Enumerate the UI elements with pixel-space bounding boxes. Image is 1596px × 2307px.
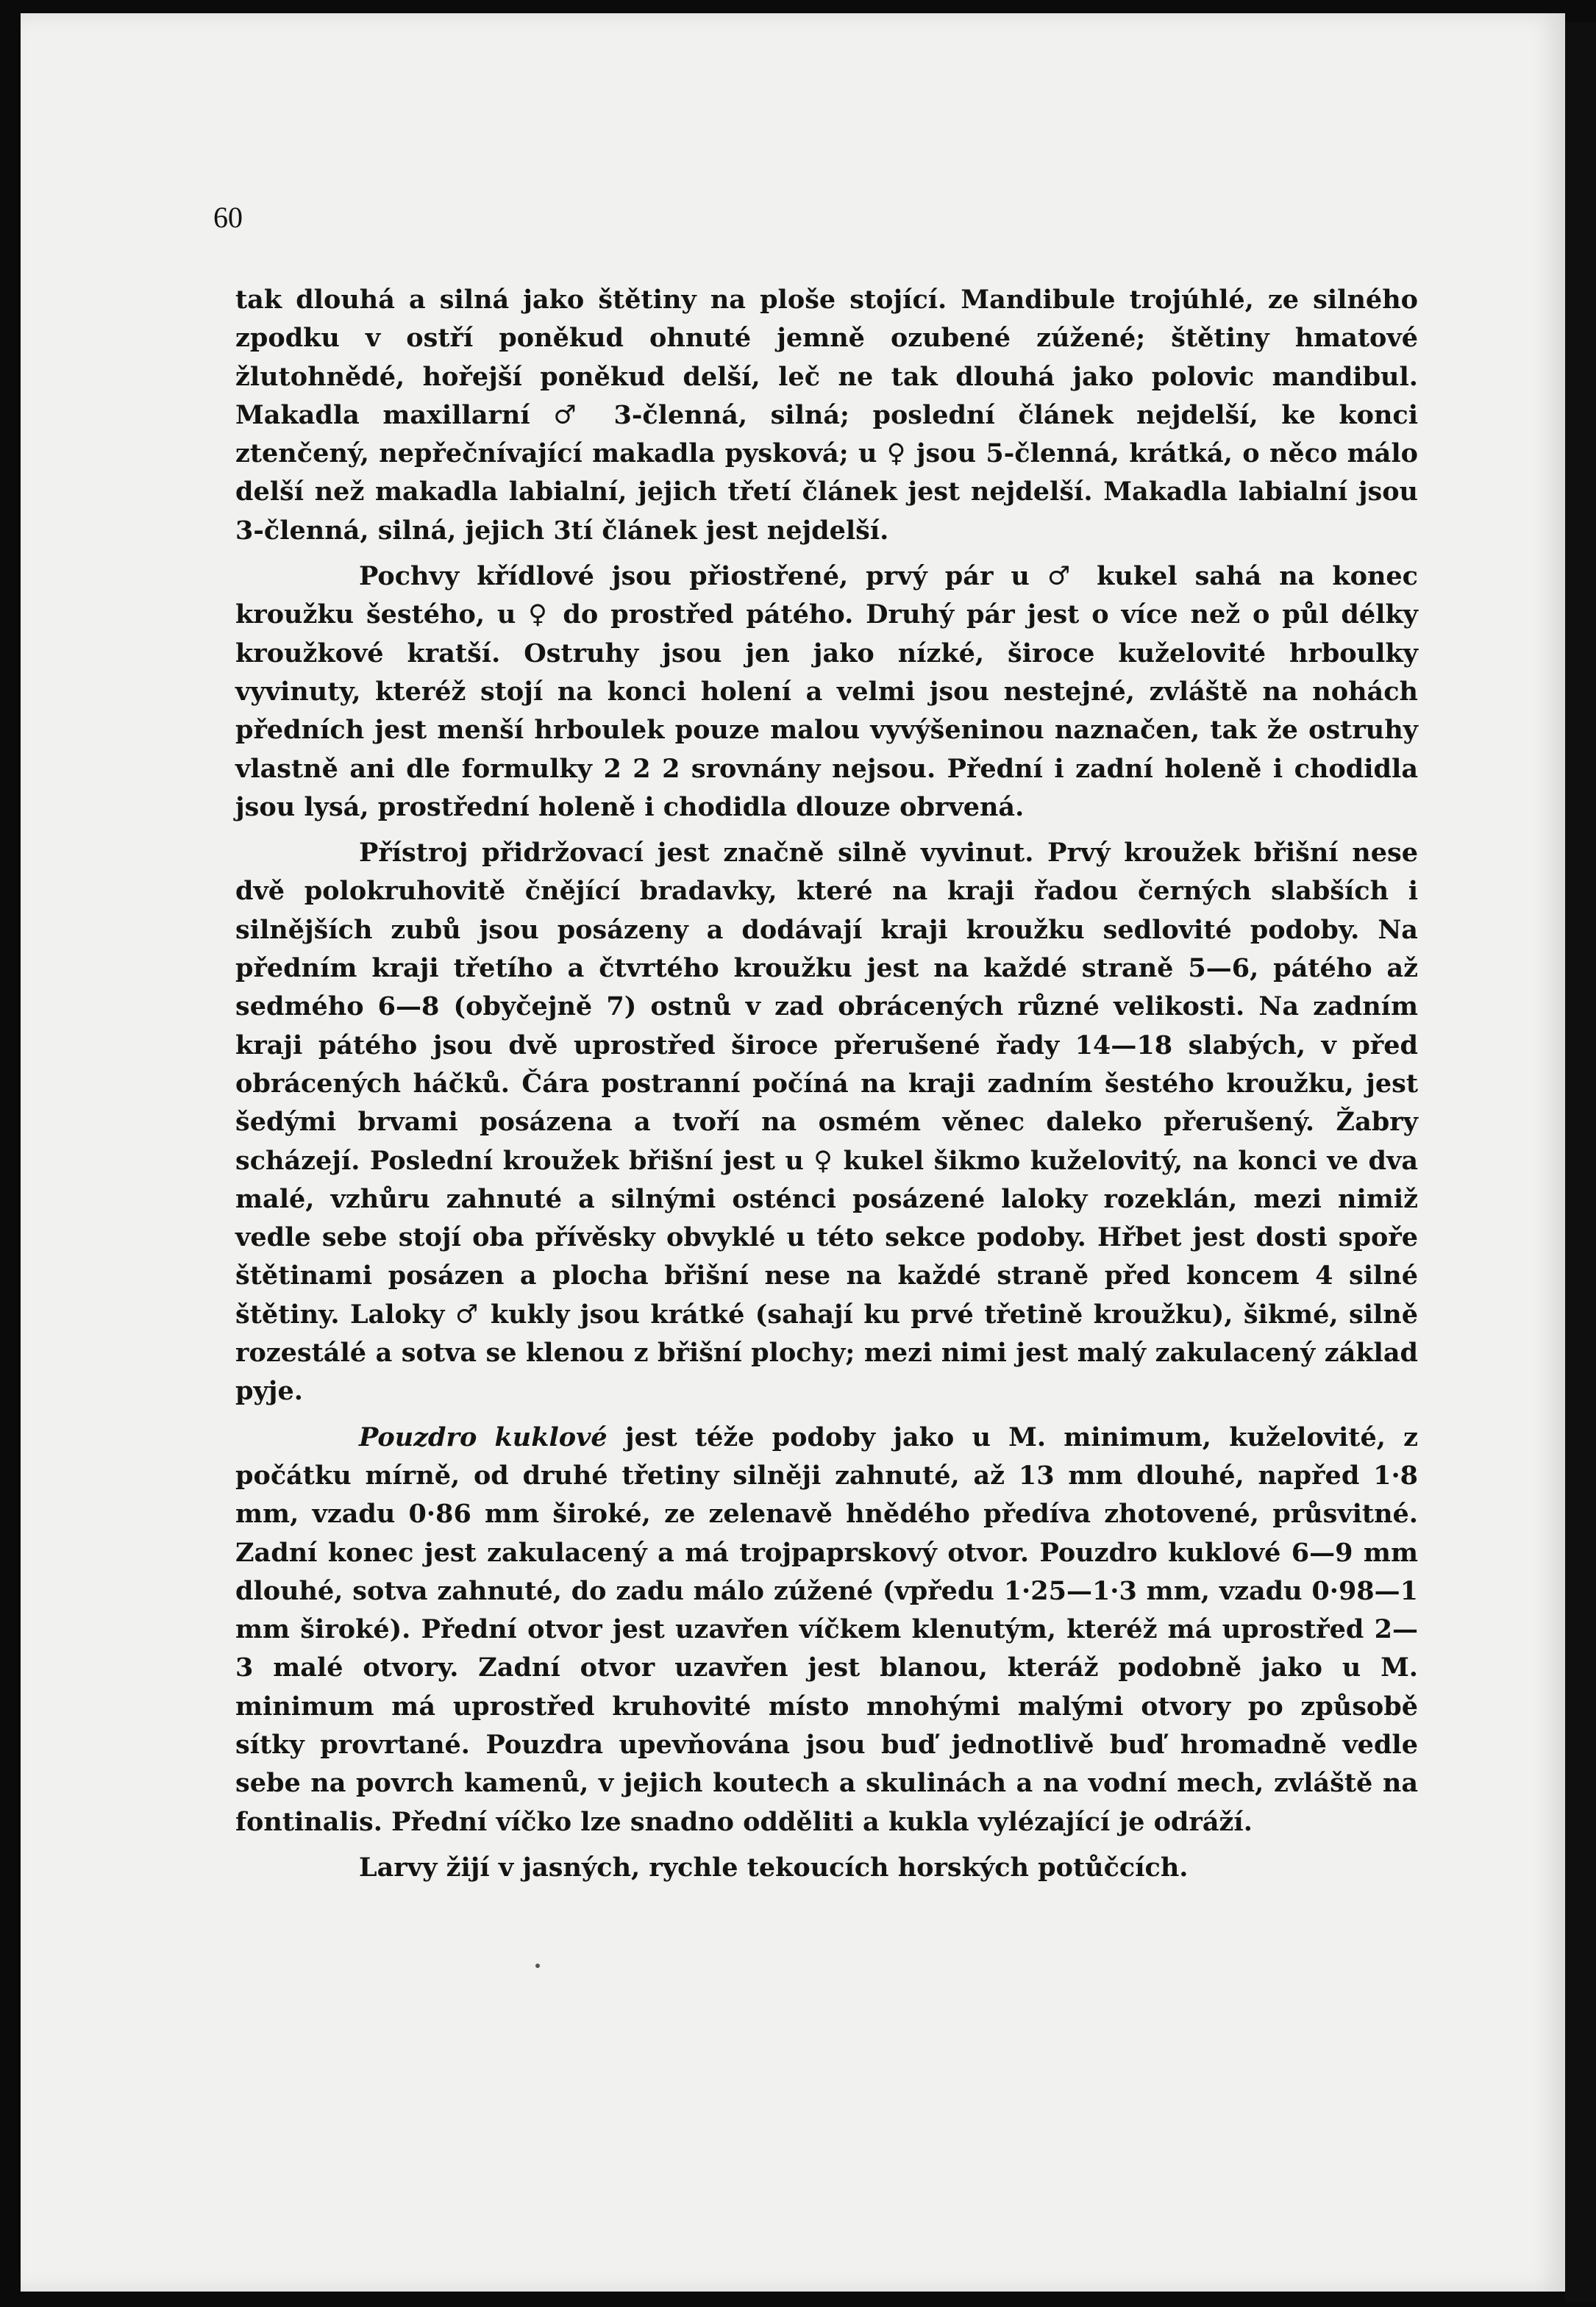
paragraph-pupal-case xyxy=(235,1419,1418,1841)
pupal-case-text: jest téže podoby jako u M. minimum, kuželovité, z počátku mírně, od druhé třetiny silněji zahnuté, až 13 mm dlouhé, napřed 1·8 mm, vzadu 0·86 mm široké, ze zelenavě hnědého předíva zhotovené, průsvitné. Zadní konec jest zakulacený a má trojpaprskový otvor. Pouzdro kuklové 6—9 mm dlouhé, sotva zahnuté, do zadu málo zúžené (vpředu 1·25—1·3 mm, vzadu 0·98—1 mm široké). Přední otvor jest uzavřen víčkem klenutým, kteréž má uprostřed 2—3 malé otvory. Zadní otvor uzavřen jest blanou, kteráž podobně jako u M. minimum má uprostřed kruhovité místo mnohými malými otvory po způsobě sítky provrtané. Pouzdra upevňována jsou buď jednotlivě buď hromadně vedle sebe na povrch kamenů, v jejich koutech a skulinách a na vodní mech, zvláště na fontinalis. Přední víčko lze snadno odděliti a kukla vylézající je odráží. xyxy=(235,1422,1419,1837)
page-number: 60 xyxy=(213,201,243,234)
scan-speck xyxy=(535,1964,540,1968)
paragraph-mandibles-palps: tak dlouhá a silná jako štětiny na ploše stojící. Mandibule trojúhlé, ze silného zpodku v ostří poněkud ohnuté jemně ozubené zúžené; štětiny hmatové žlutohnědé, hořejší poněkud delší, leč ne tak dlouhá jako polovic mandibul. Makadla maxillarní ♂ 3-členná, silná; poslední článek nejdelší, ke konci ztenčený, nepřečnívající makadla pysková; u ♀ jsou 5-členná, krátká, o něco málo delší než makadla labialní, jejich třetí článek jest nejdelší. Makadla labialní jsou 3-členná, silná, jejich 3tí článek jest nejdelší. xyxy=(235,285,1418,546)
page-edge-shadow xyxy=(1565,22,1596,2302)
body-text xyxy=(235,281,1418,1894)
pupal-case-heading: Pouzdro kuklové xyxy=(359,1422,608,1452)
paragraph-attachment-apparatus: Přístroj přidržovací jest značně silně vyvinut. Prvý kroužek břišní nese dvě polokruhovitě čnějící bradavky, které na kraji řadou černých slabších i silnějších zubů jsou posázeny a dodávají kraji kroužku sedlovité podoby. Na předním kraji třetího a čtvrtého kroužku jest na každé straně 5—6, pátého až sedmého 6—8 (obyčejně 7) ostnů v zad obrácených různé velikosti. Na zadním kraji pátého jsou dvě uprostřed široce přerušené řady 14—18 slabých, v před obrácených háčků. Čára postranní počíná na kraji zadním šestého kroužku, jest šedými brvami posázena a tvoří na osmém věnec daleko přerušený. Žabry scházejí. Poslední kroužek břišní jest u ♀ kukel šikmo kuželovitý, na konci ve dva malé, vzhůru zahnuté a silnými osténci posázené laloky rozeklán, mezi nimiž vedle sebe stojí oba přívěsky obvyklé u této sekce podoby. Hřbet jest dosti spoře štětinami posázen a plocha břišní nese na každé straně před koncem 4 silné štětiny. Laloky ♂ kukly jsou krátké (sahají ku prvé třetině kroužku), šikmé, silně rozestálé a sotva se klenou z břišní plochy; mezi nimi jest malý zakulacený základ pyje. xyxy=(235,838,1418,1407)
paragraph-wing-sheaths-spurs: Pochvy křídlové jsou přiostřené, prvý pár u ♂ kukel sahá na konec kroužku šestého, u ♀ do prostřed pátého. Druhý pár jest o více než o půl délky kroužkové kratší. Ostruhy jsou jen jako nízké, široce kuželovité hrboulky vyvinuty, kteréž stojí na konci holení a velmi jsou nestejné, zvláště na nohách předních jest menší hrboulek pouze malou vyvýšeninou naznačen, tak že ostruhy vlastně ani dle formulky 2 2 2 srovnány nejsou. Přední i zadní holeně i chodidla jsou lysá, prostřední holeně i chodidla dlouze obrvená. xyxy=(235,561,1418,822)
paragraph-larvae-habitat: Larvy žijí v jasných, rychle tekoucích horských potůčcích. xyxy=(359,1852,1189,1883)
